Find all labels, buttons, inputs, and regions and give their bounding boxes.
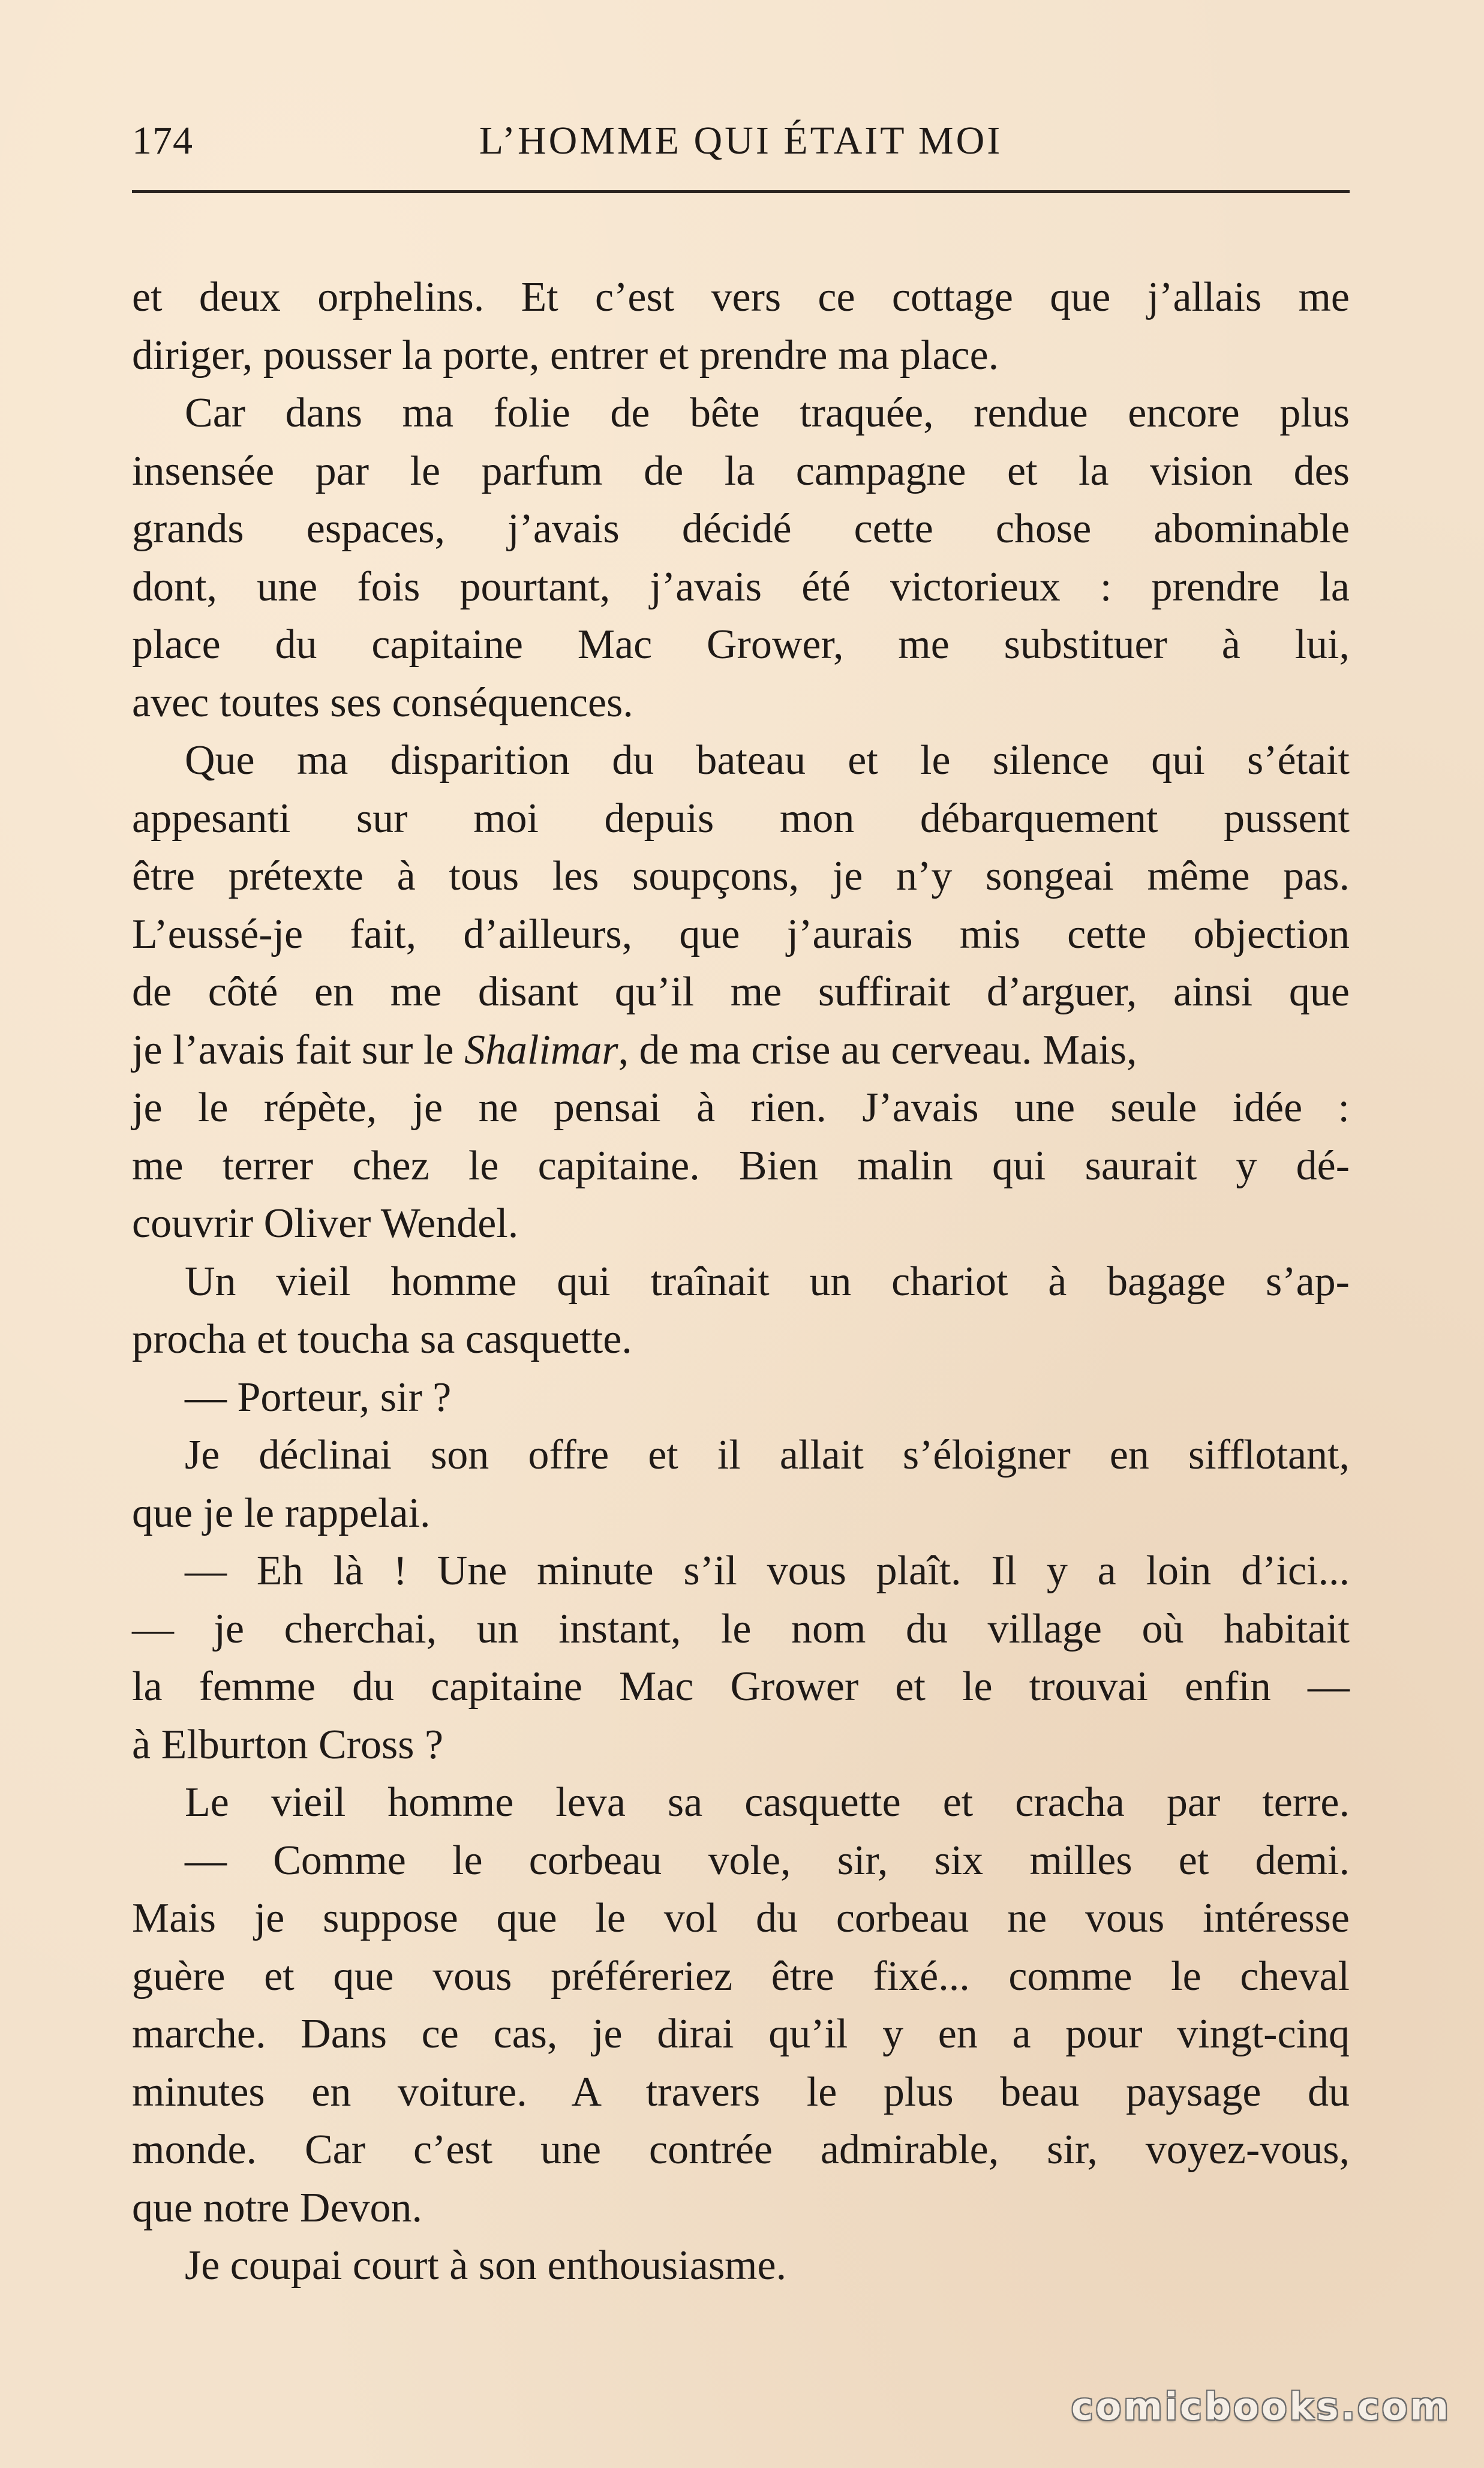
text-line: et deux orphelins. Et c’est vers ce cottage que j’allais me [132,274,1350,320]
text-line: dont, une fois pourtant, j’avais été victorieux : prendre la [132,563,1350,610]
text-line: être prétexte à tous les soupçons, je n’y songeai même pas. [132,853,1350,899]
text-line: grands espaces, j’avais décidé cette chose abominable [132,506,1350,552]
text-line: marche. Dans ce cas, je dirai qu’il y en a pour vingt-cinq [132,2011,1350,2057]
text-line: — je cherchai, un instant, le nom du village où habitait [132,1605,1350,1652]
text-line: monde. Car c’est une contrée admirable, sir, voyez-vous, [132,2127,1350,2173]
text-segment: , de ma crise au cerveau. Mais, [618,1026,1137,1073]
text-line: guère et que vous préféreriez être fixé... comme le cheval [132,1953,1350,1999]
text-line: place du capitaine Mac Grower, me substituer à lui, [132,621,1350,668]
running-title: L’HOMME QUI ÉTAIT MOI [479,119,1003,163]
text-segment: je l’avais fait sur le [132,1026,454,1073]
text-line: L’eussé-je fait, d’ailleurs, que j’aurais mis cette objection [132,911,1350,957]
header-rule [132,190,1350,193]
text-line: avec toutes ses conséquences. [132,679,633,726]
text-line: Mais je suppose que le vol du corbeau ne vous intéresse [132,1895,1350,1941]
text-line: minutes en voiture. A travers le plus beau paysage du [132,2068,1350,2115]
text-line-with-italic [132,1022,1350,1080]
text-line: — Eh là ! Une minute s’il vous plaît. Il y a loin d’ici... [185,1548,1350,1594]
text-line: Je coupai court à son enthousiasme. [185,2242,787,2289]
page-number: 174 [132,119,193,163]
text-line: Un vieil homme qui traînait un chariot à bagage s’ap- [185,1258,1350,1305]
text-line: que je le rappelai. [132,1490,431,1536]
text-line: que notre Devon. [132,2184,423,2231]
running-head [132,114,1350,168]
italic-ship-name: Shalimar [464,1026,618,1073]
text-line: à Elburton Cross ? [132,1721,444,1768]
text-line: insensée par le parfum de la campagne et la vision des [132,448,1350,494]
text-line: la femme du capitaine Mac Grower et le trouvai enfin — [132,1664,1350,1710]
text-line: Car dans ma folie de bête traquée, rendue encore plus [185,390,1350,436]
watermark: comicbooks.com [1071,2385,1451,2428]
text-line: couvrir Oliver Wendel. [132,1200,519,1247]
text-line: diriger, pousser la porte, entrer et prendre ma place. [132,332,999,379]
text-line: procha et toucha sa casquette. [132,1316,632,1362]
body-text [132,269,1350,2295]
text-line: de côté en me disant qu’il me suffirait d’arguer, ainsi que [132,969,1350,1015]
text-line: me terrer chez le capitaine. Bien malin qui saurait y dé- [132,1142,1350,1189]
text-line: Le vieil homme leva sa casquette et cracha par terre. [185,1779,1350,1826]
text-line: je le répète, je ne pensai à rien. J’avais une seule idée : [132,1085,1350,1131]
text-line: — Porteur, sir ? [185,1374,452,1421]
text-line: Je déclinai son offre et il allait s’éloigner en sifflotant, [185,1432,1350,1478]
text-line: — Comme le corbeau vole, sir, six milles et demi. [185,1837,1350,1884]
text-line: appesanti sur moi depuis mon débarquement pussent [132,795,1350,842]
text-line: Que ma disparition du bateau et le silence qui s’était [185,737,1350,783]
